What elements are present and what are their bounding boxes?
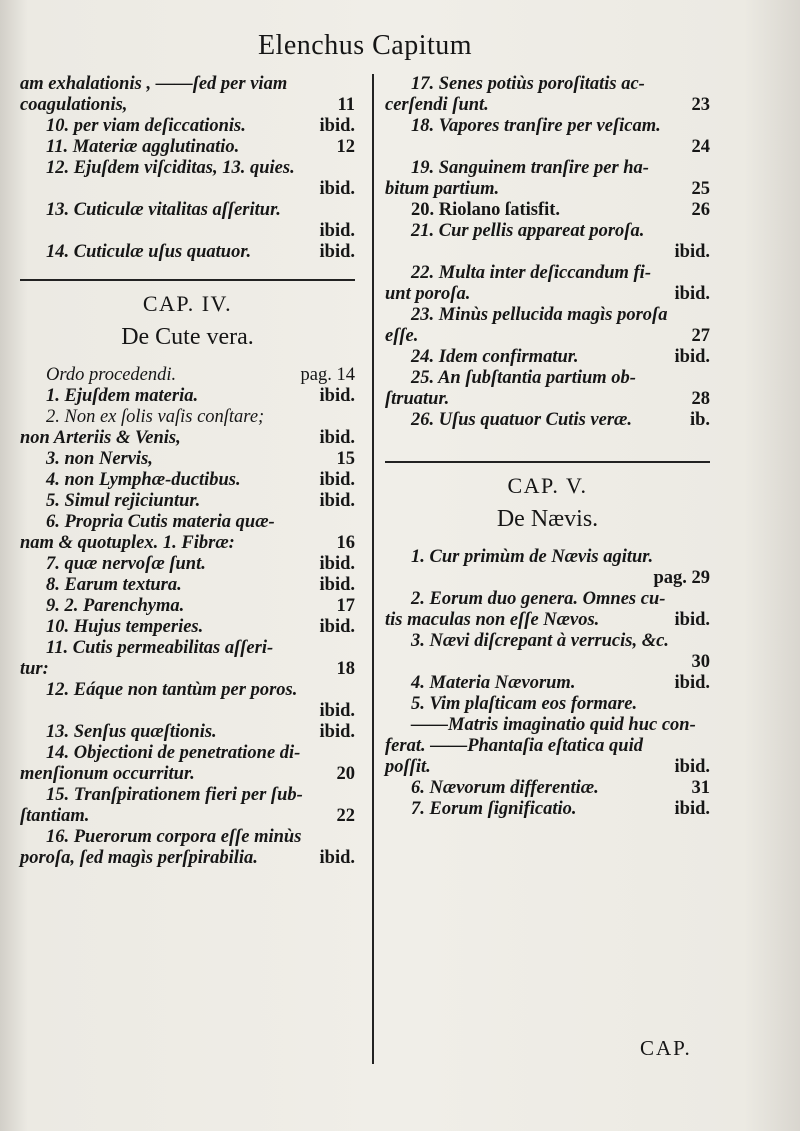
entry-text: 24. Idem confirmatur. [411,347,579,367]
toc-entry [20,785,355,806]
entry-text: tis maculas non eſſe Nævos. [385,609,600,630]
page-reference: 31 [691,777,710,798]
toc-entry [385,652,710,673]
page-reference: 18 [336,658,355,679]
toc-entry [385,757,710,778]
toc-entry [20,659,355,680]
toc-entry [20,428,355,449]
page-reference: ibid. [319,469,355,490]
toc-entry [20,365,355,386]
page-reference: pag. 14 [300,364,355,385]
toc-entry [20,533,355,554]
page-reference: 26 [691,200,710,220]
entry-text: 1. Cur primùm de Nævis agitur. [411,546,654,567]
page-reference: 16 [336,532,355,553]
entry-text: tur: [20,658,49,679]
page-reference: ibid. [674,798,710,819]
toc-entry [385,137,710,158]
toc-entry [20,137,355,158]
toc-entry [385,673,710,694]
page-reference: ibid. [319,221,355,241]
page-reference: ibid. [319,700,355,721]
toc-entry [385,736,710,757]
page-reference: 22 [336,805,355,826]
entry-text: am exhalationis , ——ſed per viam [20,74,288,94]
page-reference: ibid. [319,242,355,262]
page-reference: ibid. [319,616,355,637]
toc-entry [385,410,710,431]
toc-entry [385,799,710,820]
toc-entry [20,158,355,179]
entry-text: bitum partium. [385,179,500,199]
toc-entry [385,74,710,95]
page-reference: 25 [691,179,710,199]
toc-entry [385,589,710,610]
toc-entry [385,221,710,242]
entry-text: 3. Nævi diſcrepant à verrucis, &c. [411,630,669,651]
toc-entry [385,610,710,631]
left-top-lines [20,74,355,263]
entry-text: 12. Eáque non tantùm per poros. [46,679,298,700]
entry-text: ſtantiam. [20,805,90,826]
toc-entry [20,512,355,533]
entry-text: 19. Sanguinem tranſire per ha- [411,158,649,178]
entry-text: ſtruatur. [385,389,450,409]
entry-text: menſionum occurritur. [20,763,195,784]
toc-entry [385,694,710,715]
toc-entry [20,575,355,596]
entry-text: non Arteriis & Venis, [20,427,181,448]
entry-text: 8. Earum textura. [46,574,182,595]
entry-text: 2. Eorum duo genera. Omnes cu- [411,588,666,609]
entry-text: 12. Ejuſdem viſciditas, 13. quies. [46,158,295,178]
entry-text: 23. Minùs pellucida magìs poroſa [411,305,668,325]
entry-text: ——Matris imaginatio quid huc con- [411,714,696,735]
page-reference: 27 [691,326,710,346]
entry-text: 20. Riolano ſatisfit. [411,200,561,220]
entry-text: 14. Objectioni de penetratione di- [46,742,301,763]
entry-text: 14. Cuticulæ uſus quatuor. [46,242,252,262]
entry-text: 9. 2. Parenchyma. [46,595,185,616]
page-reference: 15 [336,448,355,469]
right-top-lines [385,74,710,431]
page-reference: ibid. [674,609,710,630]
toc-entry [20,386,355,407]
right-column [385,74,710,820]
page-reference: ibid. [674,672,710,693]
entry-text: 26. Uſus quatuor Cutis veræ. [411,410,633,430]
toc-entry [20,449,355,470]
page-reference: 20 [336,763,355,784]
page-reference: ib. [689,410,710,430]
entry-text: 15. Tranſpirationem fieri per ſub- [46,784,303,805]
right-chapter-entries [385,547,710,820]
toc-entry [20,827,355,848]
toc-entry [20,491,355,512]
entry-text: 1. Ejuſdem materia. [46,385,199,406]
entry-text: 5. Simul rejiciuntur. [46,490,201,511]
toc-entry [385,200,710,221]
toc-entry [20,743,355,764]
page-reference: ibid. [319,385,355,406]
toc-entry [20,722,355,743]
entry-text: 4. Materia Nævorum. [411,672,576,693]
entry-text: 6. Propria Cutis materia quæ- [46,511,275,532]
entry-text: 4. non Lymphæ-ductibus. [46,469,241,490]
page-reference: pag. 29 [653,567,710,588]
entry-text: ferat. ——Phantaſia eſtatica quid [385,735,643,756]
toc-entry [20,617,355,638]
page-reference: 12 [336,137,355,157]
section-rule [20,279,355,281]
entry-text: eſſe. [385,326,419,346]
entry-text: 10. Hujus temperies. [46,616,204,637]
entry-text: Ordo procedendi. [46,364,177,385]
entry-text: 7. quæ nervoſæ ſunt. [46,553,206,574]
entry-text: poſſit. [385,756,431,777]
page-reference: ibid. [674,756,710,777]
page-reference: ibid. [319,116,355,136]
toc-entry [20,95,355,116]
toc-entry [385,116,710,137]
entry-text: 16. Puerorum corpora eſſe minùs [46,826,302,847]
toc-entry [20,764,355,785]
toc-entry [20,221,355,242]
toc-entry [385,305,710,326]
page-reference: 24 [691,137,710,157]
toc-entry [385,179,710,200]
entry-text: nam & quotuplex. 1. Fibræ: [20,532,235,553]
toc-entry [20,116,355,137]
page-reference: 28 [691,389,710,409]
page-header: Elenchus Capitum [257,30,473,61]
page-reference: ibid. [674,284,710,304]
section-rule [385,461,710,463]
entry-text: 21. Cur pellis appareat poroſa. [411,221,645,241]
entry-text: 18. Vapores tranſire per veſicam. [411,116,661,136]
toc-entry [385,284,710,305]
entry-text: cerſendi ſunt. [385,95,489,115]
entry-text: 3. non Nervis, [46,448,153,469]
column-divider [372,74,374,1064]
toc-entry [20,242,355,263]
entry-text: unt poroſa. [385,284,471,304]
toc-entry [385,95,710,116]
page-reference: ibid. [319,427,355,448]
entry-text: 13. Senſus quæſtionis. [46,721,217,742]
chapter-title: CAP. IV. [142,290,233,316]
page-reference: ibid. [674,347,710,367]
page-reference: ibid. [319,553,355,574]
page-reference: ibid. [319,721,355,742]
page-reference: ibid. [319,847,355,868]
toc-entry [385,389,710,410]
entry-text: 13. Cuticulæ vitalitas aſſeritur. [46,200,281,220]
entry-text: 25. An ſubſtantia partium ob- [411,368,636,388]
toc-entry [385,568,710,589]
entry-text: 5. Vim plaſticam eos formare. [411,693,638,714]
page-reference: ibid. [319,490,355,511]
toc-entry [20,470,355,491]
entry-text: 11. Materiæ agglutinatio. [46,137,240,157]
toc-entry [385,631,710,652]
entry-text: 10. per viam deſiccationis. [46,116,246,136]
chapter-subtitle: De Nævis. [496,505,599,532]
toc-entry [20,638,355,659]
toc-entry [385,158,710,179]
page-reference: 17 [336,595,355,616]
left-chapter-entries [20,365,355,869]
toc-entry [20,848,355,869]
entry-text: 17. Senes potiùs poroſitatis ac- [411,74,645,94]
entry-text: coagulationis, [20,95,128,115]
entry-text: 22. Multa inter deſiccandum fi- [411,263,651,283]
entry-text: poroſa, ſed magìs perſpirabilia. [20,847,258,868]
page-reference: ibid. [319,574,355,595]
toc-entry [385,347,710,368]
toc-entry [20,680,355,701]
chapter-subtitle: De Cute vera. [121,323,254,350]
toc-entry [385,547,710,568]
toc-entry [20,179,355,200]
left-column [20,74,355,869]
toc-entry [385,242,710,263]
chapter-title: CAP. V. [507,472,588,498]
toc-entry [385,778,710,799]
page-reference: 23 [691,95,710,115]
entry-text: 7. Eorum ſignificatio. [411,798,577,819]
toc-entry [20,596,355,617]
entry-text: 11. Cutis permeabilitas aſſeri- [46,637,274,658]
entry-text: 6. Nævorum differentiæ. [411,777,599,798]
page-reference: ibid. [319,179,355,199]
toc-entry [385,263,710,284]
toc-entry [20,806,355,827]
toc-entry [385,715,710,736]
toc-entry [385,368,710,389]
entry-text: 2. Non ex ſolis vaſis conſtare; [46,406,265,427]
toc-entry [20,200,355,221]
page-reference: 11 [337,95,355,115]
page-reference: ibid. [674,242,710,262]
toc-entry [20,74,355,95]
toc-entry [20,701,355,722]
page-reference: 30 [691,651,710,672]
catchword: CAP. [640,1036,692,1060]
toc-entry [20,554,355,575]
toc-entry [385,326,710,347]
toc-entry [20,407,355,428]
